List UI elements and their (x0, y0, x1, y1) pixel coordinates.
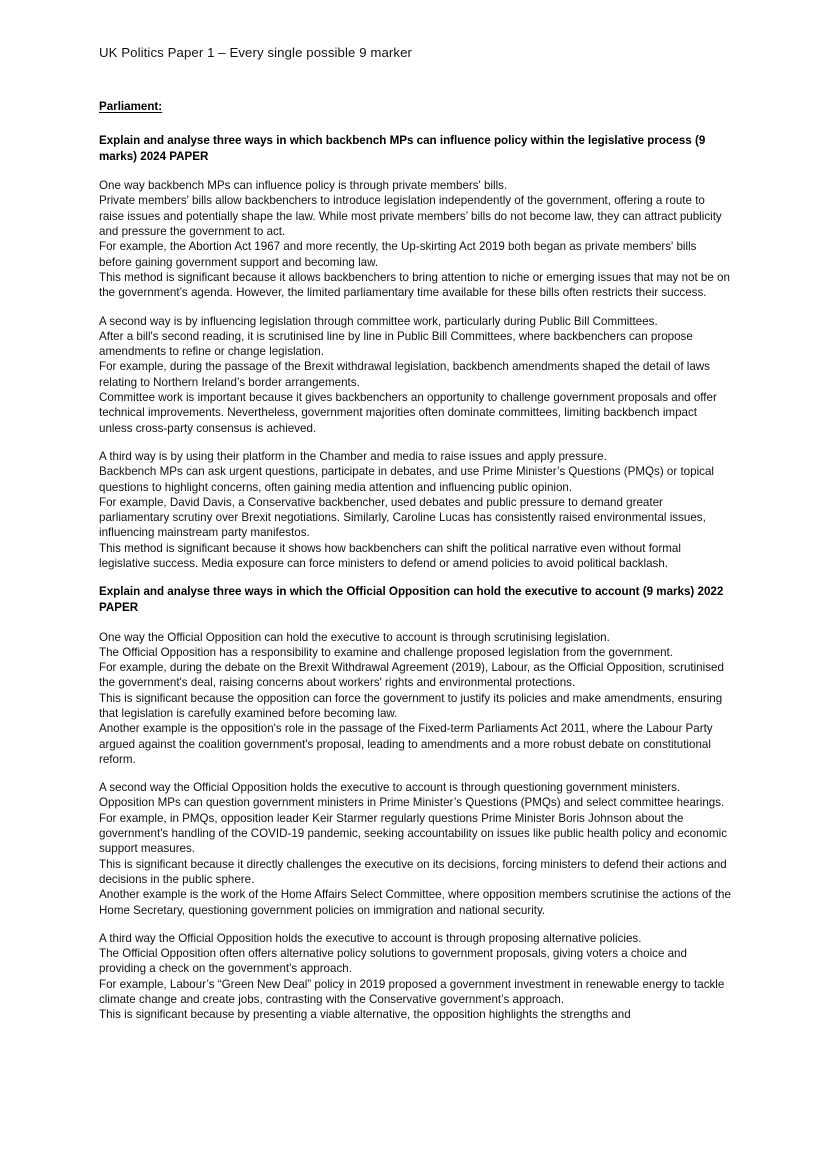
answer-body-2 (99, 630, 731, 1023)
answer-paragraph (99, 630, 731, 768)
answer-line: A third way is by using their platform in the Chamber and media to raise issues and apply pressure. (99, 449, 607, 463)
question-prompt-2: Explain and analyse three ways in which the Official Opposition can hold the executive to account (9 marks) 2022 PAPER (99, 585, 724, 614)
answer-line: For example, during the debate on the Brexit Withdrawal Agreement (2019), Labour, as the Official Opposition, scrutinised the government's deal, raising concerns about workers' rights and environmental protections. (99, 661, 724, 690)
answer-line: Backbench MPs can ask urgent questions, participate in debates, and use Prime Minister’s Questions (PMQs) or topical questions to highlight concerns, often gaining media attention and influencing public opinion. (99, 465, 714, 494)
answer-line: One way the Official Opposition can hold the executive to account is through scrutinising legislation. (99, 630, 610, 644)
answer-line: One way backbench MPs can influence policy is through private members' bills. (99, 179, 508, 193)
answer-line: For example, David Davis, a Conservative backbencher, used debates and public pressure to demand greater parliamentary scrutiny over Brexit negotiations. Similarly, Caroline Lucas has consistently raised environmental issues, influencing mainstream party manifestos. (99, 495, 706, 540)
answer-line: For example, the Abortion Act 1967 and more recently, the Up-skirting Act 2019 both began as private members' bills before gaining government support and becoming law. (99, 240, 697, 269)
answer-line: For example, Labour’s “Green New Deal” policy in 2019 proposed a government investment in renewable energy to tackle climate change and create jobs, contrasting with the Conservative government’s approach. (99, 977, 725, 1007)
question-prompt-1: Explain and analyse three ways in which backbench MPs can influence policy within the legislative process (9 marks) 2024 PAPER (99, 134, 706, 163)
answer-line: The Official Opposition often offers alternative policy solutions to government proposals, giving voters a choice and providing a check on the government's approach. (99, 947, 687, 976)
answer-paragraph (99, 780, 731, 918)
answer-line: After a bill's second reading, it is scrutinised line by line in Public Bill Committees, where backbenchers can propose amendments to refine or change legislation. (99, 329, 693, 359)
answer-paragraph (99, 449, 731, 571)
answer-line: For example, in PMQs, opposition leader Keir Starmer regularly questions Prime Minister Boris Johnson about the government's handling of the COVID-19 pandemic, seeking accountability on issues like public health policy and economic support measures. (99, 811, 727, 856)
page-title: UK Politics Paper 1 – Every single possible 9 marker (99, 45, 413, 60)
section-parliament (99, 99, 731, 1023)
answer-line: This is significant because it directly challenges the executive on its decisions, forcing ministers to defend their actions and decisions in the public sphere. (99, 857, 727, 886)
answer-line: This is significant because by presenting a viable alternative, the opposition highlights the strengths and (99, 1008, 631, 1022)
answer-line: This method is significant because it shows how backbenchers can shift the political narrative even without formal legislative success. Media exposure can force ministers to defend or amend policies to avoid political backlash. (99, 541, 681, 571)
document-body (99, 45, 731, 1023)
answer-line: Opposition MPs can question government ministers in Prime Minister’s Questions (PMQs) and select committee hearings. (99, 796, 725, 810)
answer-line: This method is significant because it allows backbenchers to bring attention to niche or emerging issues that may not be on the government’s agenda. However, the limited parliamentary time available for these bills often restricts their success. (99, 270, 730, 300)
answer-line: A third way the Official Opposition holds the executive to account is through proposing alternative policies. (99, 931, 642, 945)
answer-line: This is significant because the opposition can force the government to justify its policies and make amendments, ensuring that legislation is carefully examined before becoming law. (99, 691, 723, 720)
answer-line: Committee work is important because it gives backbenchers an opportunity to challenge government proposals and offer technical improvements. Nevertheless, government majorities often dominate committees, limiting backbench impact unless cross-party consensus is achieved. (99, 391, 717, 435)
answer-line: Another example is the work of the Home Affairs Select Committee, where opposition members scrutinise the actions of the Home Secretary, questioning government policies on immigration and national security. (99, 888, 731, 917)
section-heading-parliament: Parliament: (99, 100, 163, 113)
answer-line: Another example is the opposition's role in the passage of the Fixed-term Parliaments Act 2011, where the Labour Party argued against the coalition government's proposal, leading to amendments and a more robust debate on constitutional reform. (99, 722, 713, 766)
answer-paragraph (99, 931, 731, 1023)
answer-line: A second way the Official Opposition holds the executive to account is through questioning government ministers. (99, 781, 681, 795)
answer-line: For example, during the passage of the Brexit withdrawal legislation, backbench amendments shaped the detail of laws relating to Northern Ireland’s border arrangements. (99, 360, 710, 389)
answer-line: Private members' bills allow backbenchers to introduce legislation independently of the government, offering a route to raise issues and potentially shape the law. While most private members’ bills do not become law, they can attract publicity and pressure the government to act. (99, 194, 722, 239)
answer-paragraph (99, 314, 731, 436)
answer-line: A second way is by influencing legislation through committee work, particularly during Public Bill Committees. (99, 314, 658, 328)
answer-paragraph (99, 178, 731, 300)
answer-body-1 (99, 178, 731, 571)
answer-line: The Official Opposition has a responsibility to examine and challenge proposed legislation from the government. (99, 645, 674, 659)
